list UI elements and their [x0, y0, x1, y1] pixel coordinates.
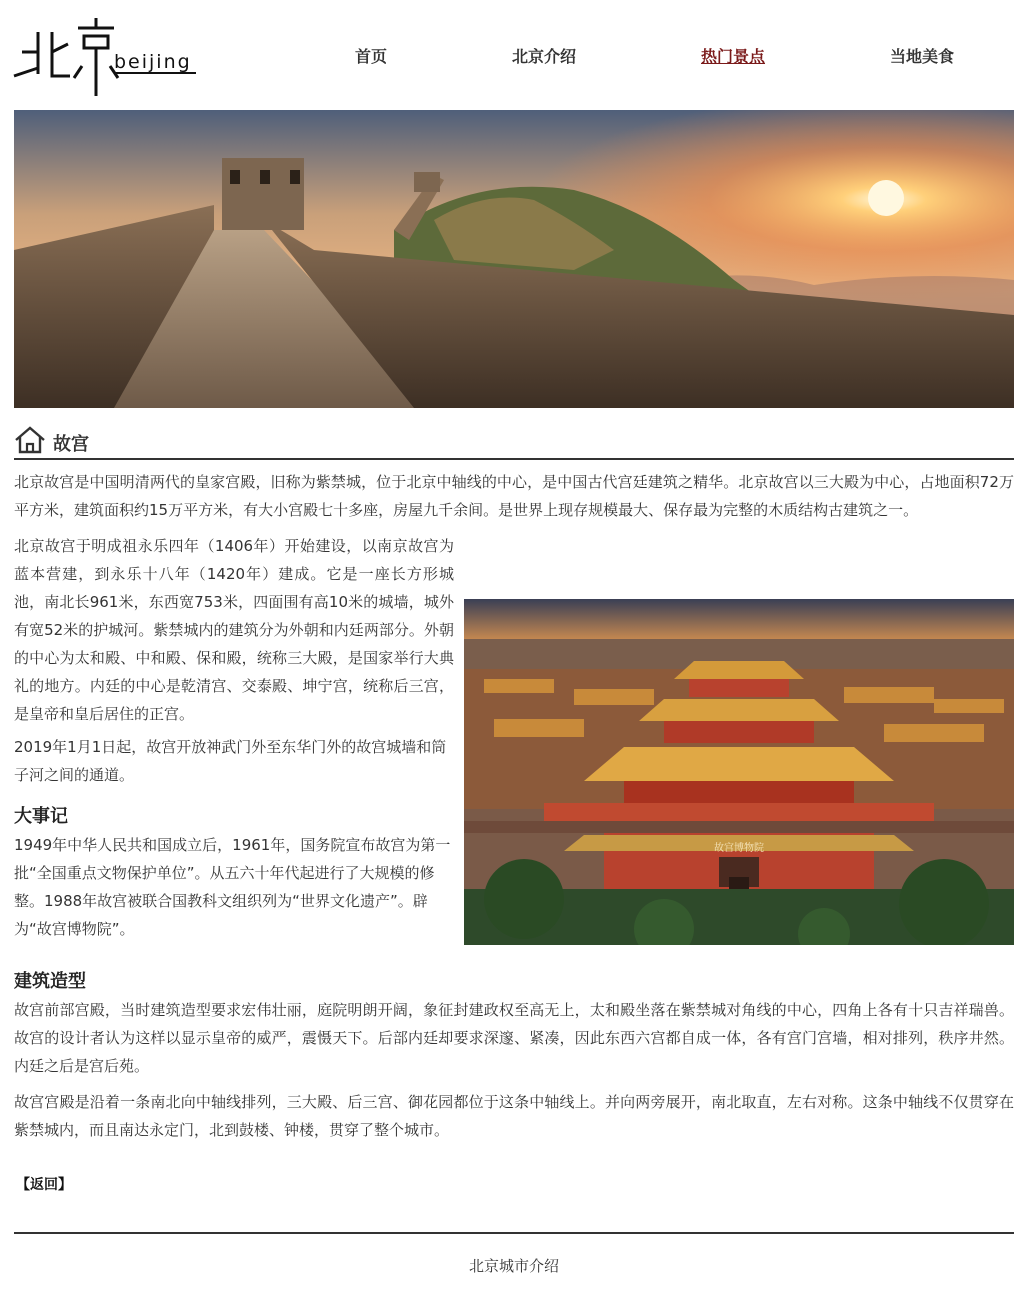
- nav-home[interactable]: 首页: [355, 47, 388, 66]
- palace-sign-text: 故宫博物院: [714, 843, 764, 854]
- heading-events: 大事记: [14, 806, 68, 827]
- nav-beijing-intro[interactable]: 北京介绍: [512, 47, 577, 66]
- section-title: 故宫: [53, 434, 89, 455]
- footer-text: 北京城市介绍: [468, 1257, 559, 1275]
- footer-divider: [14, 1232, 1014, 1234]
- paragraph-2019: 2019年1月1日起，故宫开放神武门外至东华门外的故宫城墙和筒子河之间的通道。: [14, 738, 447, 784]
- heading-architecture: 建筑造型: [14, 971, 86, 992]
- forbidden-city-photo: [464, 599, 1014, 945]
- paragraph-axis: 故宫宫殿是沿着一条南北向中轴线排列，三大殿、后三宫、御花园都位于这条中轴线上。并向两旁展开，南北取直，左右对称。这条中轴线不仅贯穿在紫禁城内，而且南达永定门，北到鼓楼、钟楼，贯穿了整个城市。: [14, 1093, 1014, 1139]
- logo-english-text: beijing: [114, 52, 196, 74]
- home-icon: [14, 426, 46, 454]
- paragraph-events: 1949年中华人民共和国成立后，1961年，国务院宣布故宫为第一批“全国重点文物保护单位”。从五六十年代起进行了大规模的修整。1988年故宫被联合国教科文组织列为“世界文化遗产”。辟为“故宫博物院”。: [14, 836, 451, 938]
- nav-local-food[interactable]: 当地美食: [890, 47, 955, 66]
- article-lower: [14, 968, 1014, 1144]
- site-logo[interactable]: [12, 14, 202, 98]
- site-header: [0, 0, 1028, 110]
- great-wall-banner-image: [14, 110, 1014, 408]
- paragraph-intro: 北京故宫是中国明清两代的皇家宫殿，旧称为紫禁城，位于北京中轴线的中心，是中国古代宫廷建筑之精华。北京故宫以三大殿为中心，占地面积72万平方米，建筑面积约15万平方米，有大小宫殿七十多座，房屋九千余间。是世界上现存规模最大、保存最为完整的木质结构古建筑之一。: [14, 473, 1014, 519]
- article-left-column: [14, 733, 454, 943]
- nav-hot-spots[interactable]: 热门景点: [701, 47, 766, 66]
- section-header: [14, 424, 1014, 460]
- paragraph-history-text: 北京故宫于明成祖永乐四年（1406年）开始建设，以南京故宫为蓝本营建，到永乐十八年（1420年）建成。它是一座长方形城池，南北长961米，东西宽753米，四面围有高10米的城墙，城外有宽52米的护城河。紫禁城内的建筑分为外朝和内廷两部分。外朝的中心为太和殿、中和殿、保和殿，统称三大殿，是国家举行大典礼的地方。内廷的中心是乾清宫、交泰殿、坤宁宫，统称后三宫，是皇帝和皇后居住的正宫。: [14, 537, 454, 723]
- paragraph-architecture: 故宫前部宫殿，当时建筑造型要求宏伟壮丽，庭院明朗开阔，象征封建政权至高无上，太和殿坐落在紫禁城对角线的中心，四角上各有十只吉祥瑞兽。故宫的设计者认为这样以显示皇帝的威严，震慑天下。后部内廷却要求深邃、紧凑，因此东西六宫都自成一体，各有宫门宫墙，相对排列，秩序井然。内廷之后是宫后苑。: [14, 1001, 1014, 1075]
- back-link[interactable]: 【返回】: [16, 1177, 72, 1193]
